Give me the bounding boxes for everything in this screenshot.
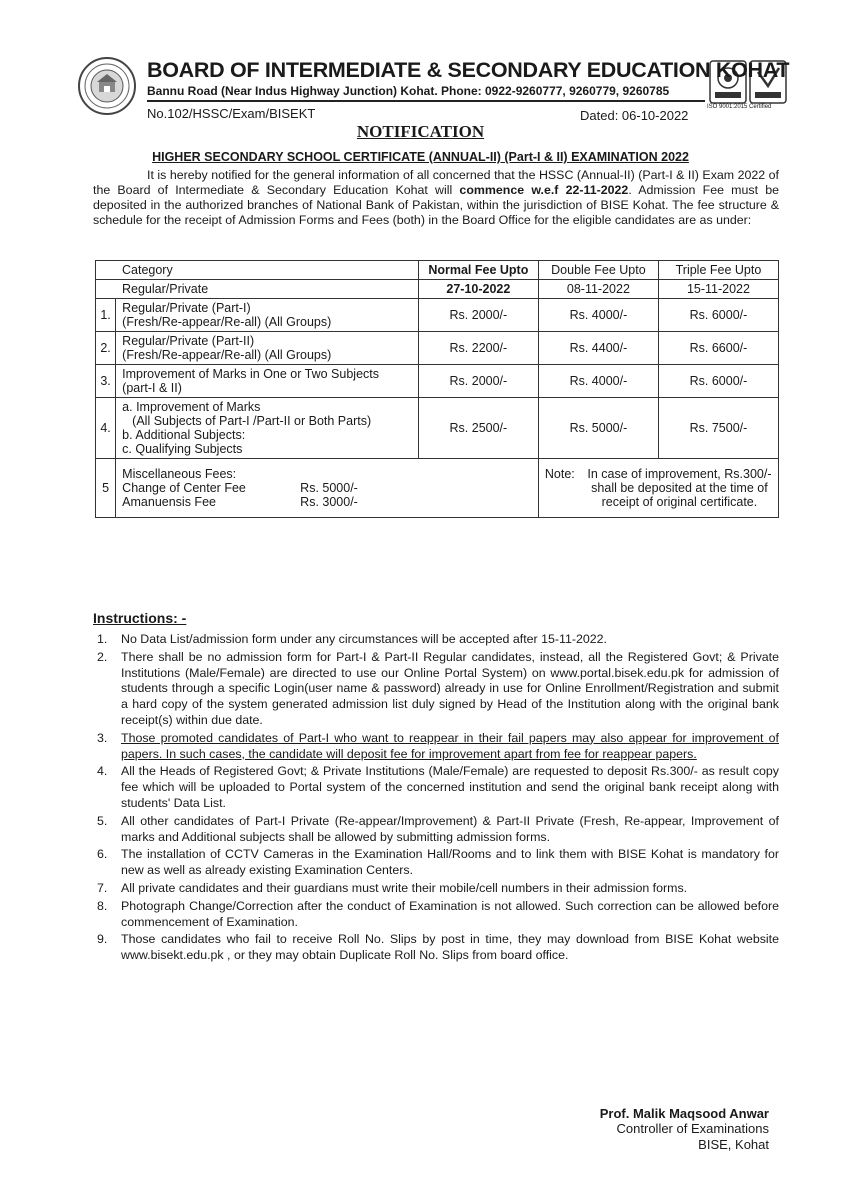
header-triple-fee: Triple Fee Upto [658,261,778,280]
row-category [116,398,419,459]
board-logo-icon [77,56,137,116]
item-number: 1. [97,632,108,646]
item-number: 7. [97,880,108,895]
category-line: b. Additional Subjects: [122,428,246,442]
fee-table-subheader-row [96,280,779,299]
item-text: There shall be no admission form for Part-I & Part-II Regular candidates, instead, all the Registered Govt; & Private Institutions (Male/Female) are directed to use our Online Portal System) on www.portal.bisek.edu.pk for admission of students through a specific Login(user name & password) already in use for Online Enrollment/Registration and submit a hard copy of the system generated admission list duly signed by Head of the Institution along with the original bank receipt(s) within due date. [121,649,779,727]
header-double-fee: Double Fee Upto [538,261,658,280]
instructions-list [93,632,779,966]
normal-fee: Rs. 2200/- [418,332,538,365]
list-item [93,731,779,763]
item-number: 8. [97,898,108,913]
instructions-title: Instructions: - [93,610,187,626]
list-item [93,814,779,846]
board-address: Bannu Road (Near Indus Highway Junction) Kohat. Phone: 0922-9260777, 9260779, 9260785 [147,84,670,98]
item-number: 6. [97,847,108,862]
note-text: In case of improvement, Rs.300/- shall be deposited at the time of receipt of original certificate. [587,467,772,509]
table-row [96,299,779,332]
change-center-label: Change of Center Fee [122,481,246,495]
table-row [96,332,779,365]
item-number: 9. [97,932,108,947]
triple-fee: Rs. 6600/- [658,332,778,365]
fee-table [95,260,779,518]
double-fee: Rs. 4000/- [538,299,658,332]
double-fee: Rs. 4000/- [538,365,658,398]
item-text: Photograph Change/Correction after the conduct of Examination is not allowed. Such correction can be allowed before commencement of Examination. [121,898,779,929]
row-number: 3. [96,365,116,398]
board-name: BOARD OF INTERMEDIATE & SECONDARY EDUCATION KOHAT [147,58,790,82]
item-text: No Data List/admission form under any circumstances will be accepted after 15-11-2022. [121,632,607,646]
notification-date: Dated: 06-10-2022 [580,108,689,123]
item-number: 3. [97,730,108,745]
normal-fee: Rs. 2000/- [418,299,538,332]
change-center-fee: Rs. 5000/- [300,481,358,495]
item-number: 4. [97,764,108,779]
row-number: 2. [96,332,116,365]
row-category [116,332,419,365]
iso-certification-text: ISO 9001:2015 Certified [707,104,772,110]
intro-text-start: It is hereby notified for the general information of all concerned that the HSSC (Annual-II) (Part-I & II) Exam 2022 of the Board of Intermediate & Secondary Education Kohat will [93,168,779,197]
normal-fee: Rs. 2500/- [418,398,538,459]
intro-text-end: . Admission Fee must be deposited in the authorized branches of National Bank of Pakistan, within the jurisdiction of BISE Kohat. The fee structure & schedule for the receipt of Admission Forms and Fees (both) in the Board Office for the eligible candidates are as under: [93,183,779,227]
normal-fee: Rs. 2000/- [418,365,538,398]
row-number: 1. [96,299,116,332]
category-line: Regular/Private (Part-II) [122,334,255,348]
item-number: 5. [97,813,108,828]
item-text: All the Heads of Registered Govt; & Private Institutions (Male/Female) are requested to deposit Rs.300/- as result copy fee which will be uploaded to Portal system of the concerned institution and send the original bank receipt along with students' Data List. [121,764,779,810]
row-number: 5 [96,459,116,518]
item-text: All private candidates and their guardians must write their mobile/cell numbers in their admission forms. [121,880,688,895]
item-text: All other candidates of Part-I Private (Re-appear/Improvement) & Part-II Private (Fresh, Re-appear, Improvement of marks and Additional subjects shall be allowed by submitting admission forms. [121,813,779,844]
double-fee: Rs. 4400/- [538,332,658,365]
exam-title: HIGHER SECONDARY SCHOOL CERTIFICATE (ANNUAL-II) (Part-I & II) EXAMINATION 2022 [152,150,689,164]
normal-fee-date: 27-10-2022 [418,280,538,299]
row-category [116,299,419,332]
item-number: 2. [97,649,108,664]
category-line: a. Improvement of Marks [122,400,261,414]
misc-fees [116,459,539,518]
signatory-name: Prof. Malik Maqsood Anwar [599,1106,769,1121]
header-normal-fee: Normal Fee Upto [418,261,538,280]
list-item [93,650,779,729]
header-category: Category [96,261,419,280]
table-row [96,398,779,459]
category-line: (part-I & II) [122,381,182,395]
triple-fee: Rs. 6000/- [658,365,778,398]
category-line: (All Subjects of Part-I /Part-II or Both Parts) [132,414,372,428]
list-item [93,932,779,964]
amanuensis-fee: Rs. 3000/- [300,495,358,509]
category-line: (Fresh/Re-appear/Re-all) (All Groups) [122,315,332,329]
misc-fees-row [96,459,779,518]
list-item [93,881,779,897]
note-wrap [545,467,772,509]
amanuensis-label: Amanuensis Fee [122,495,216,509]
header-divider [147,100,705,102]
triple-fee: Rs. 6000/- [658,299,778,332]
list-item [93,764,779,811]
item-text: Those candidates who fail to receive Roll No. Slips by post in time, they may download from BISE Kohat website www.bisekt.edu.pk , or they may obtain Duplicate Roll No. Slips from board office. [121,932,779,963]
intro-paragraph [93,168,779,228]
fee-table-header-row [96,261,779,280]
reference-number: No.102/HSSC/Exam/BISEKT [147,106,316,121]
category-line: Improvement of Marks in One or Two Subjects [122,367,379,381]
category-line: Regular/Private (Part-I) [122,301,251,315]
misc-fee-line [122,481,532,495]
item-text: The installation of CCTV Cameras in the Examination Hall/Rooms and to link them with BISE Kohat is mandatory for new as well as already existing Examination Centers. [121,847,779,878]
misc-fees-title: Miscellaneous Fees: [122,467,237,481]
row-number: 4. [96,398,116,459]
list-item [93,632,779,648]
list-item [93,899,779,931]
improvement-note [538,459,778,518]
list-item [93,847,779,879]
item-text: Those promoted candidates of Part-I who want to reappear in their fail papers may also appear for improvement of papers. In such cases, the candidate will deposit fee for improvement apart from fee for reappear papers. [121,730,779,761]
signatory-title: Controller of Examinations [616,1121,769,1136]
triple-fee: Rs. 7500/- [658,398,778,459]
misc-fee-line [122,495,532,509]
category-line: (Fresh/Re-appear/Re-all) (All Groups) [122,348,332,362]
double-fee-date: 08-11-2022 [538,280,658,299]
intro-commence-date: commence w.e.f 22-11-2022 [459,183,629,197]
double-fee: Rs. 5000/- [538,398,658,459]
triple-fee-date: 15-11-2022 [658,280,778,299]
category-line: c. Qualifying Subjects [122,442,243,456]
row-category [116,365,419,398]
table-row [96,365,779,398]
notification-title: NOTIFICATION [356,122,485,141]
subheader-category: Regular/Private [96,280,419,299]
note-label: Note: [544,467,575,481]
signatory-place: BISE, Kohat [698,1137,769,1152]
